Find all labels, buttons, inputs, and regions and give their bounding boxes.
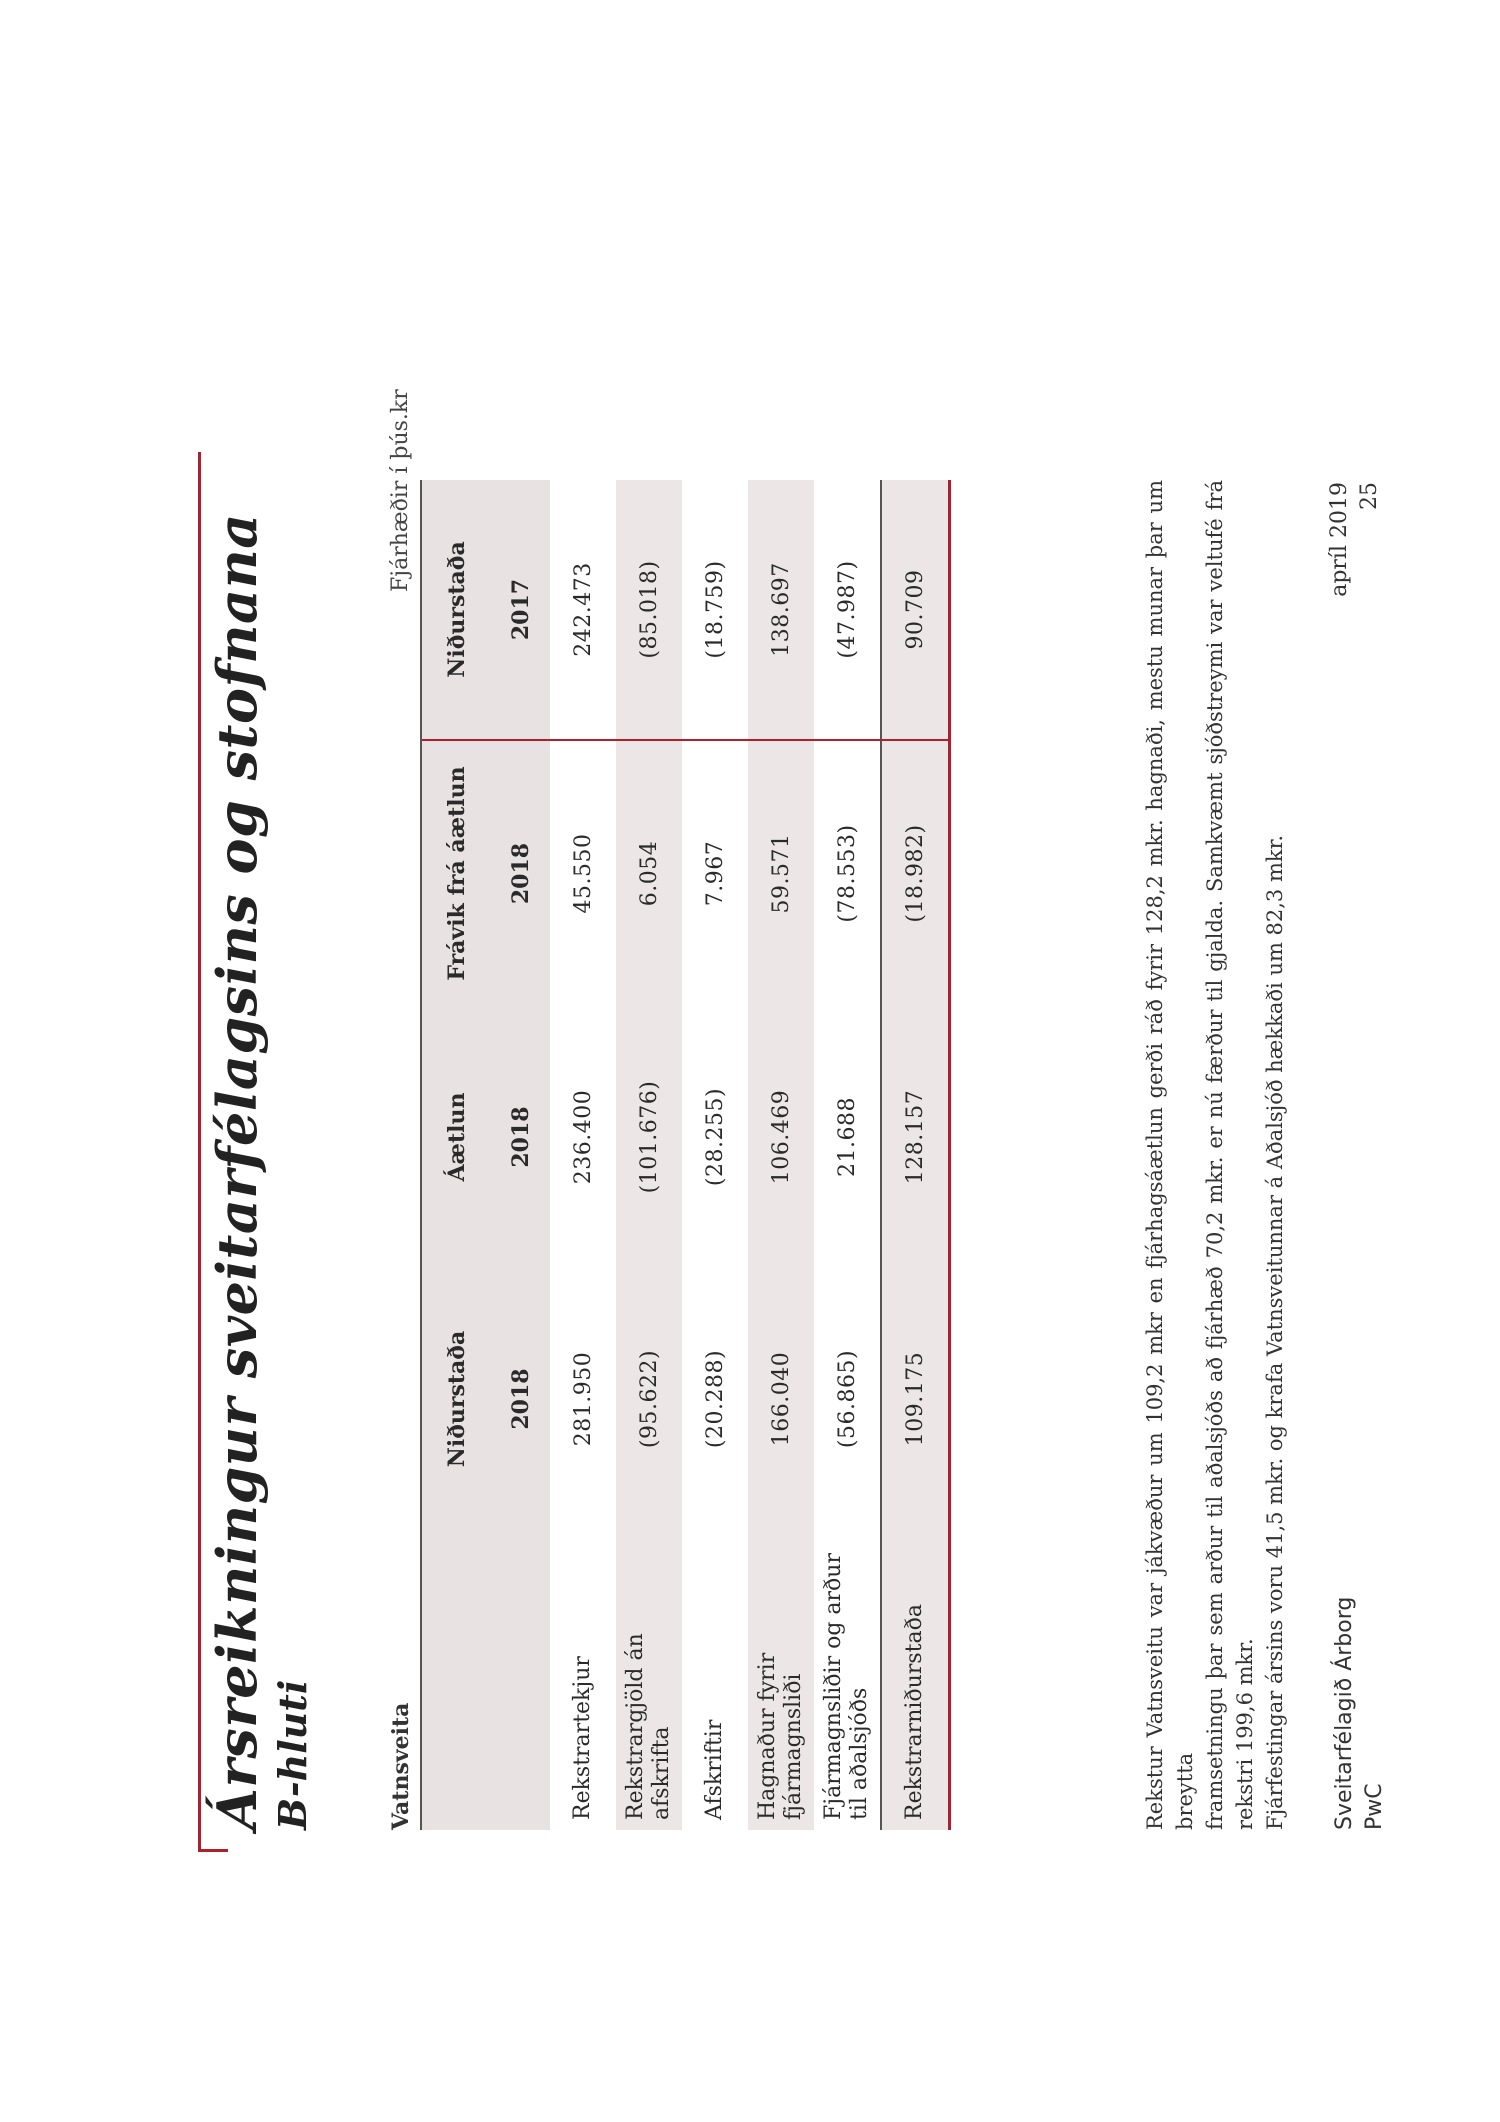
cell-value: 7.967 [682,740,748,1006]
row-label: Rekstrartekjur [570,1656,595,1820]
table-header-labels [422,480,492,1830]
page-number: 25 [1357,482,1382,510]
commentary-text [1140,480,1290,1830]
commentary-line: Rekstur Vatnsveitu var jákvæður um 109,2 mkr en fjárhagsáætlun gerði ráð fyrir 128,2 mkr. hagnaði, mestu munar þar um breytta [1143,480,1197,1830]
header-blank [422,1530,492,1830]
table-row [814,480,881,1830]
cell-value: (18.759) [702,560,728,659]
title-rule-tick [198,1849,228,1852]
rotated-page [0,389,1500,2122]
page-title: Ársreikningur sveitarfélagsins og stofnana [205,513,269,1830]
header-blank [492,1530,550,1830]
col-header-label: Niðurstaða [422,480,492,740]
row-label: Afskriftir [702,1719,727,1820]
cell-value: (101.676) [616,1006,682,1268]
col-header-label: Áætlun [422,1006,492,1268]
cell-value: 59.571 [748,740,814,1006]
col-header-label: Niðurstaða [422,1268,492,1530]
cell-value: (95.622) [616,1268,682,1530]
cell-value: (56.865) [834,1349,860,1449]
row-label: Fjármagnsliðir og arður til aðalsjóðs [821,1553,872,1820]
cell-value: (78.553) [814,740,881,1006]
cell-value: 21.688 [834,1097,860,1177]
table-header-years [492,480,550,1830]
footer-date: apríl 2019 [1327,482,1352,597]
page-subtitle: B-hluti [270,1679,315,1830]
title-rule [198,452,201,1852]
row-label: Rekstrarniðurstaða [881,1530,950,1830]
row-label: Hagnaður fyrir fjármagnsliði [748,1530,814,1830]
cell-value: (28.255) [702,1087,728,1187]
table-row [682,480,748,1830]
col-header-year: 2017 [492,480,550,740]
col-header-label: Frávik frá áætlun [422,740,492,1006]
cell-value: 281.950 [570,1351,596,1447]
commentary-line: framsetningu þar sem arður til aðalsjóðs að fjárhæð 70,2 mkr. er nú færður til gjalda. Samkvæmt sjóðstreymi var veltufé frá rekstri 199,6 mkr. [1203,480,1257,1830]
cell-value: 128.157 [881,1006,950,1268]
footer-right [1325,482,1385,612]
commentary-line: Fjárfestingar ársins voru 41,5 mkr. og krafa Vatnsveitunnar á Aðalsjóð hækkaði um 82,3 mkr. [1263,834,1287,1830]
col-header-year: 2018 [492,1006,550,1268]
results-table [422,480,951,1830]
section-title: Vatnsveita [388,1702,414,1830]
table-row [748,480,814,1830]
cell-value: 45.550 [550,740,616,1006]
cell-value: 242.473 [570,562,596,657]
cell-value: 236.400 [570,1089,596,1185]
units-label: Fjárhæðir í þús.kr [388,389,413,592]
table-total-row [881,480,950,1830]
row-label: Rekstrargjöld án afskrifta [616,1530,682,1830]
footer-firm: PwC [1362,1783,1387,1830]
cell-value: (85.018) [616,480,682,740]
footer-org: Sveitarfélagið Árborg [1332,1596,1357,1830]
cell-value: 166.040 [748,1268,814,1530]
cell-value: 6.054 [616,740,682,1006]
cell-value: (20.288) [702,1349,728,1449]
cell-value: (18.982) [881,740,950,1006]
cell-value: 138.697 [748,480,814,740]
cell-value: 106.469 [748,1006,814,1268]
cell-value: 90.709 [881,480,950,740]
table-row [616,480,682,1830]
cell-value: 109.175 [881,1268,950,1530]
col-header-year: 2018 [492,740,550,1006]
col-header-year: 2018 [492,1268,550,1530]
cell-value: (47.987) [834,560,860,659]
table-row [550,480,616,1830]
footer-left [1330,1597,1390,1830]
